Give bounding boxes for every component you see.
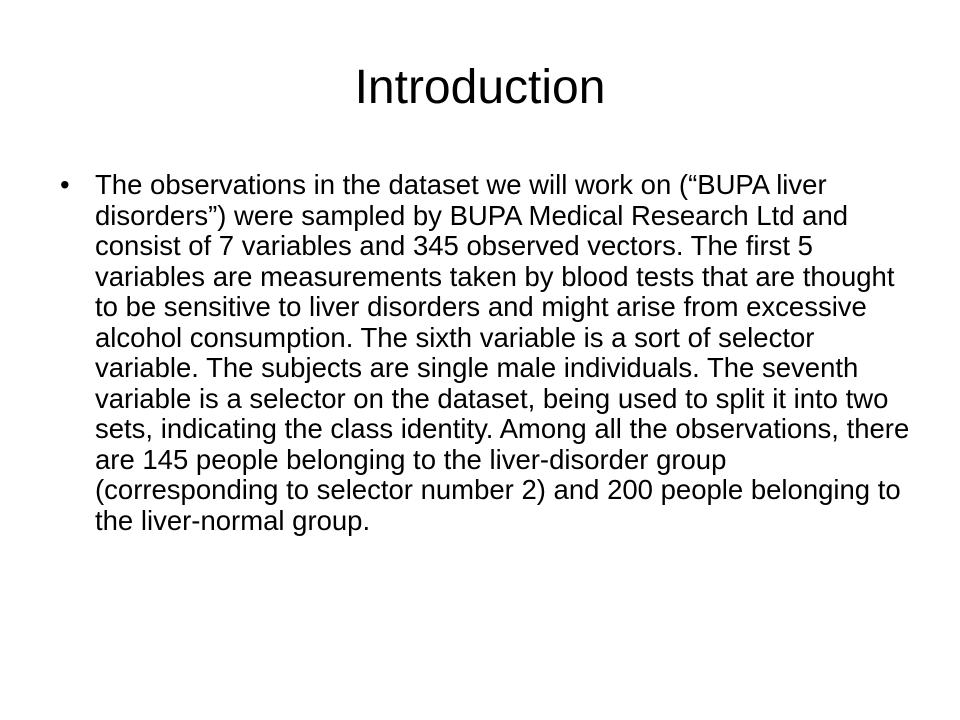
bullet-text: The observations in the dataset we will work on (“BUPA liver disorders”) were sampled by BUPA Medical Research Ltd and consist of 7 variables and 345 observed vectors. The first 5 variables are measurements taken by blood tests that are thought to be sensitive to liver disorders and might arise from excessive alcohol consumption. The sixth variable is a sort of selector variable. The subjects are single male individuals. The seventh variable is a selector on the dataset, being used to split it into two sets, indicating the class identity. Among all the observations, there are 145 people belonging to the liver-disorder group (corresponding to selector number 2) and 200 people belonging to the liver-normal group.: [95, 169, 910, 536]
bullet-icon: •: [60, 169, 70, 200]
bullet-list: [60, 170, 910, 536]
bullet-item: [60, 170, 910, 536]
slide-title: Introduction: [354, 61, 606, 114]
